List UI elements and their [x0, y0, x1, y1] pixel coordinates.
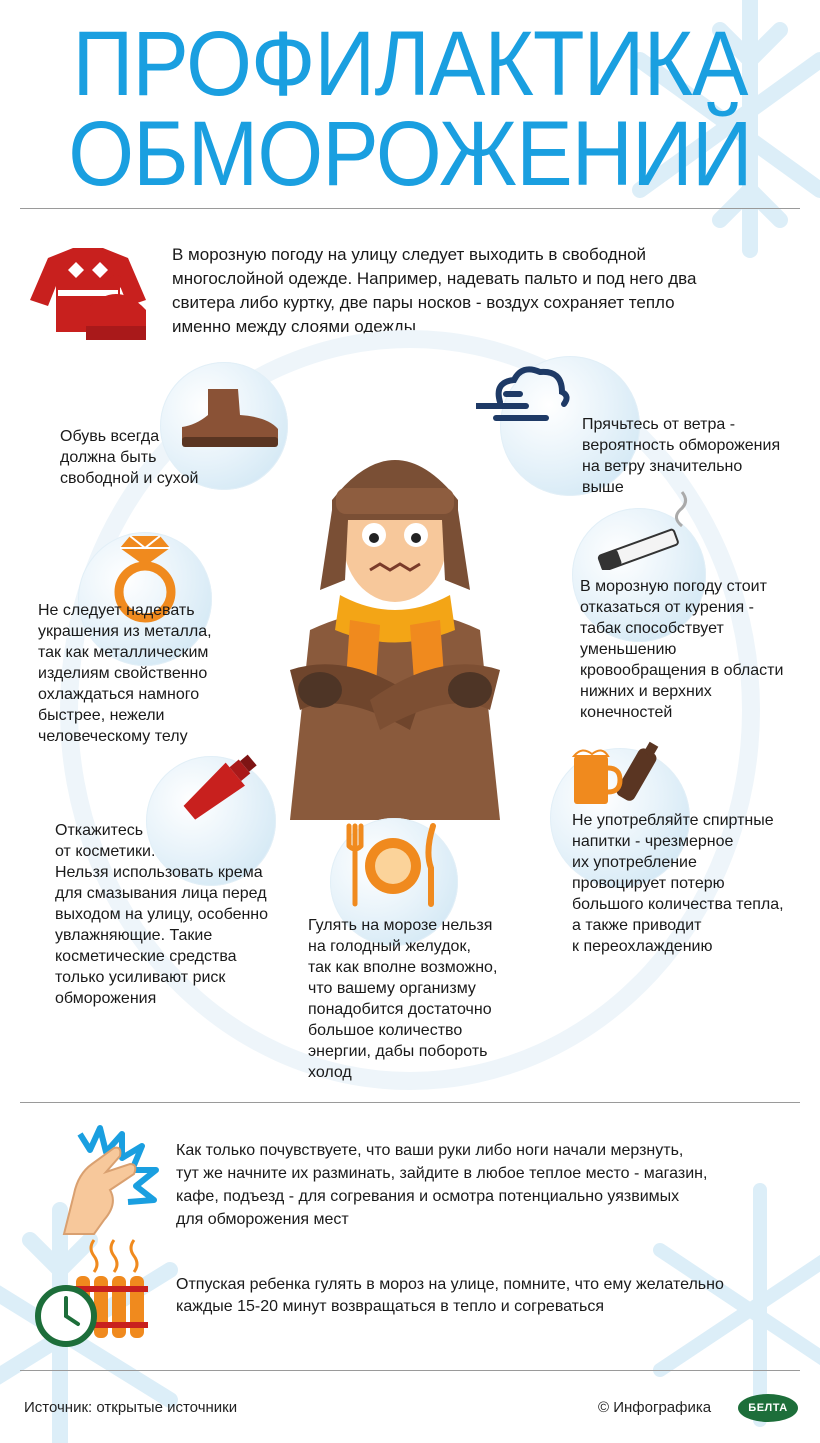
- divider-bottom: [20, 1370, 800, 1371]
- alcohol-text: Не употребляйте спиртные напитки - чрезмерное их употребление провоцирует потерю большого количества тепла, а также приводит к переохлаждению: [572, 812, 784, 955]
- cold-hand-icon: [44, 1124, 164, 1239]
- jewelry-text: Не следует надевать украшения из металла, так как металлическим изделиям свойственно охлаждаться намного быстрее, нежели человеческому телу: [38, 602, 212, 745]
- hands-text: Как только почувствуете, что ваши руки либо ноги начали мерзнуть, тут же начните их разминать, зайдите в любое теплое место - магазин, кафе, подъезд - для согревания и осмотра потенциально уязвимых для обморожения мест: [176, 1142, 708, 1228]
- smoking-text: В морозную погоду стоит отказаться от курения - табак способствует уменьшению кровообращения в области нижних и верхних конечностей: [580, 578, 784, 721]
- divider-top: [20, 208, 800, 209]
- credit-text: © Инфографика: [598, 1399, 712, 1416]
- food-text: Гулять на морозе нельзя на голодный желудок, так как вполне возможно, что вашему организму понадобится достаточно большое количество энергии, дабы побороть холод: [308, 917, 498, 1081]
- beer-bottle-icon: [572, 740, 664, 810]
- clock-heater-icon: [32, 1236, 150, 1348]
- child-text: Отпуская ребенка гулять в мороз на улице, помните, что ему желательно каждые 15-20 минут возвращаться в тепло и согреваться: [176, 1276, 724, 1315]
- cigarette-icon: [594, 490, 694, 570]
- source-text: Источник: открытые источники: [24, 1399, 238, 1416]
- belta-logo: БЕЛТА: [738, 1394, 798, 1422]
- page-title-line1: ПРОФИЛАКТИКА: [72, 13, 748, 115]
- plate-cutlery-icon: [345, 822, 441, 908]
- divider-middle: [20, 1102, 800, 1103]
- intro-text: В морозную погоду на улицу следует выходить в свободной многослойной одежде. Например, надевать пальто и под него два свитера либо куртку, две пары носков - воздух сохраняет тепло именно между слоями одежды: [172, 245, 697, 336]
- shoes-text: Обувь всегда должна быть свободной и сухой: [60, 428, 199, 487]
- cosmetics-text: Откажитесь от косметики. Нельзя использовать крема для смазывания лица перед выходом на улицу, особенно увлажняющие. Такие косметические средства только усиливают риск обморожения: [55, 822, 269, 1007]
- wind-text: Прячьтесь от ветра - вероятность обморожения на ветру значительно выше: [582, 416, 781, 496]
- cream-tube-icon: [170, 742, 270, 832]
- sweater-hat-icon: [28, 240, 148, 345]
- freezing-man-illustration: [270, 400, 520, 820]
- wind-cloud-icon: [476, 362, 570, 432]
- page-title-line2: ОБМОРОЖЕНИЙ: [68, 103, 752, 205]
